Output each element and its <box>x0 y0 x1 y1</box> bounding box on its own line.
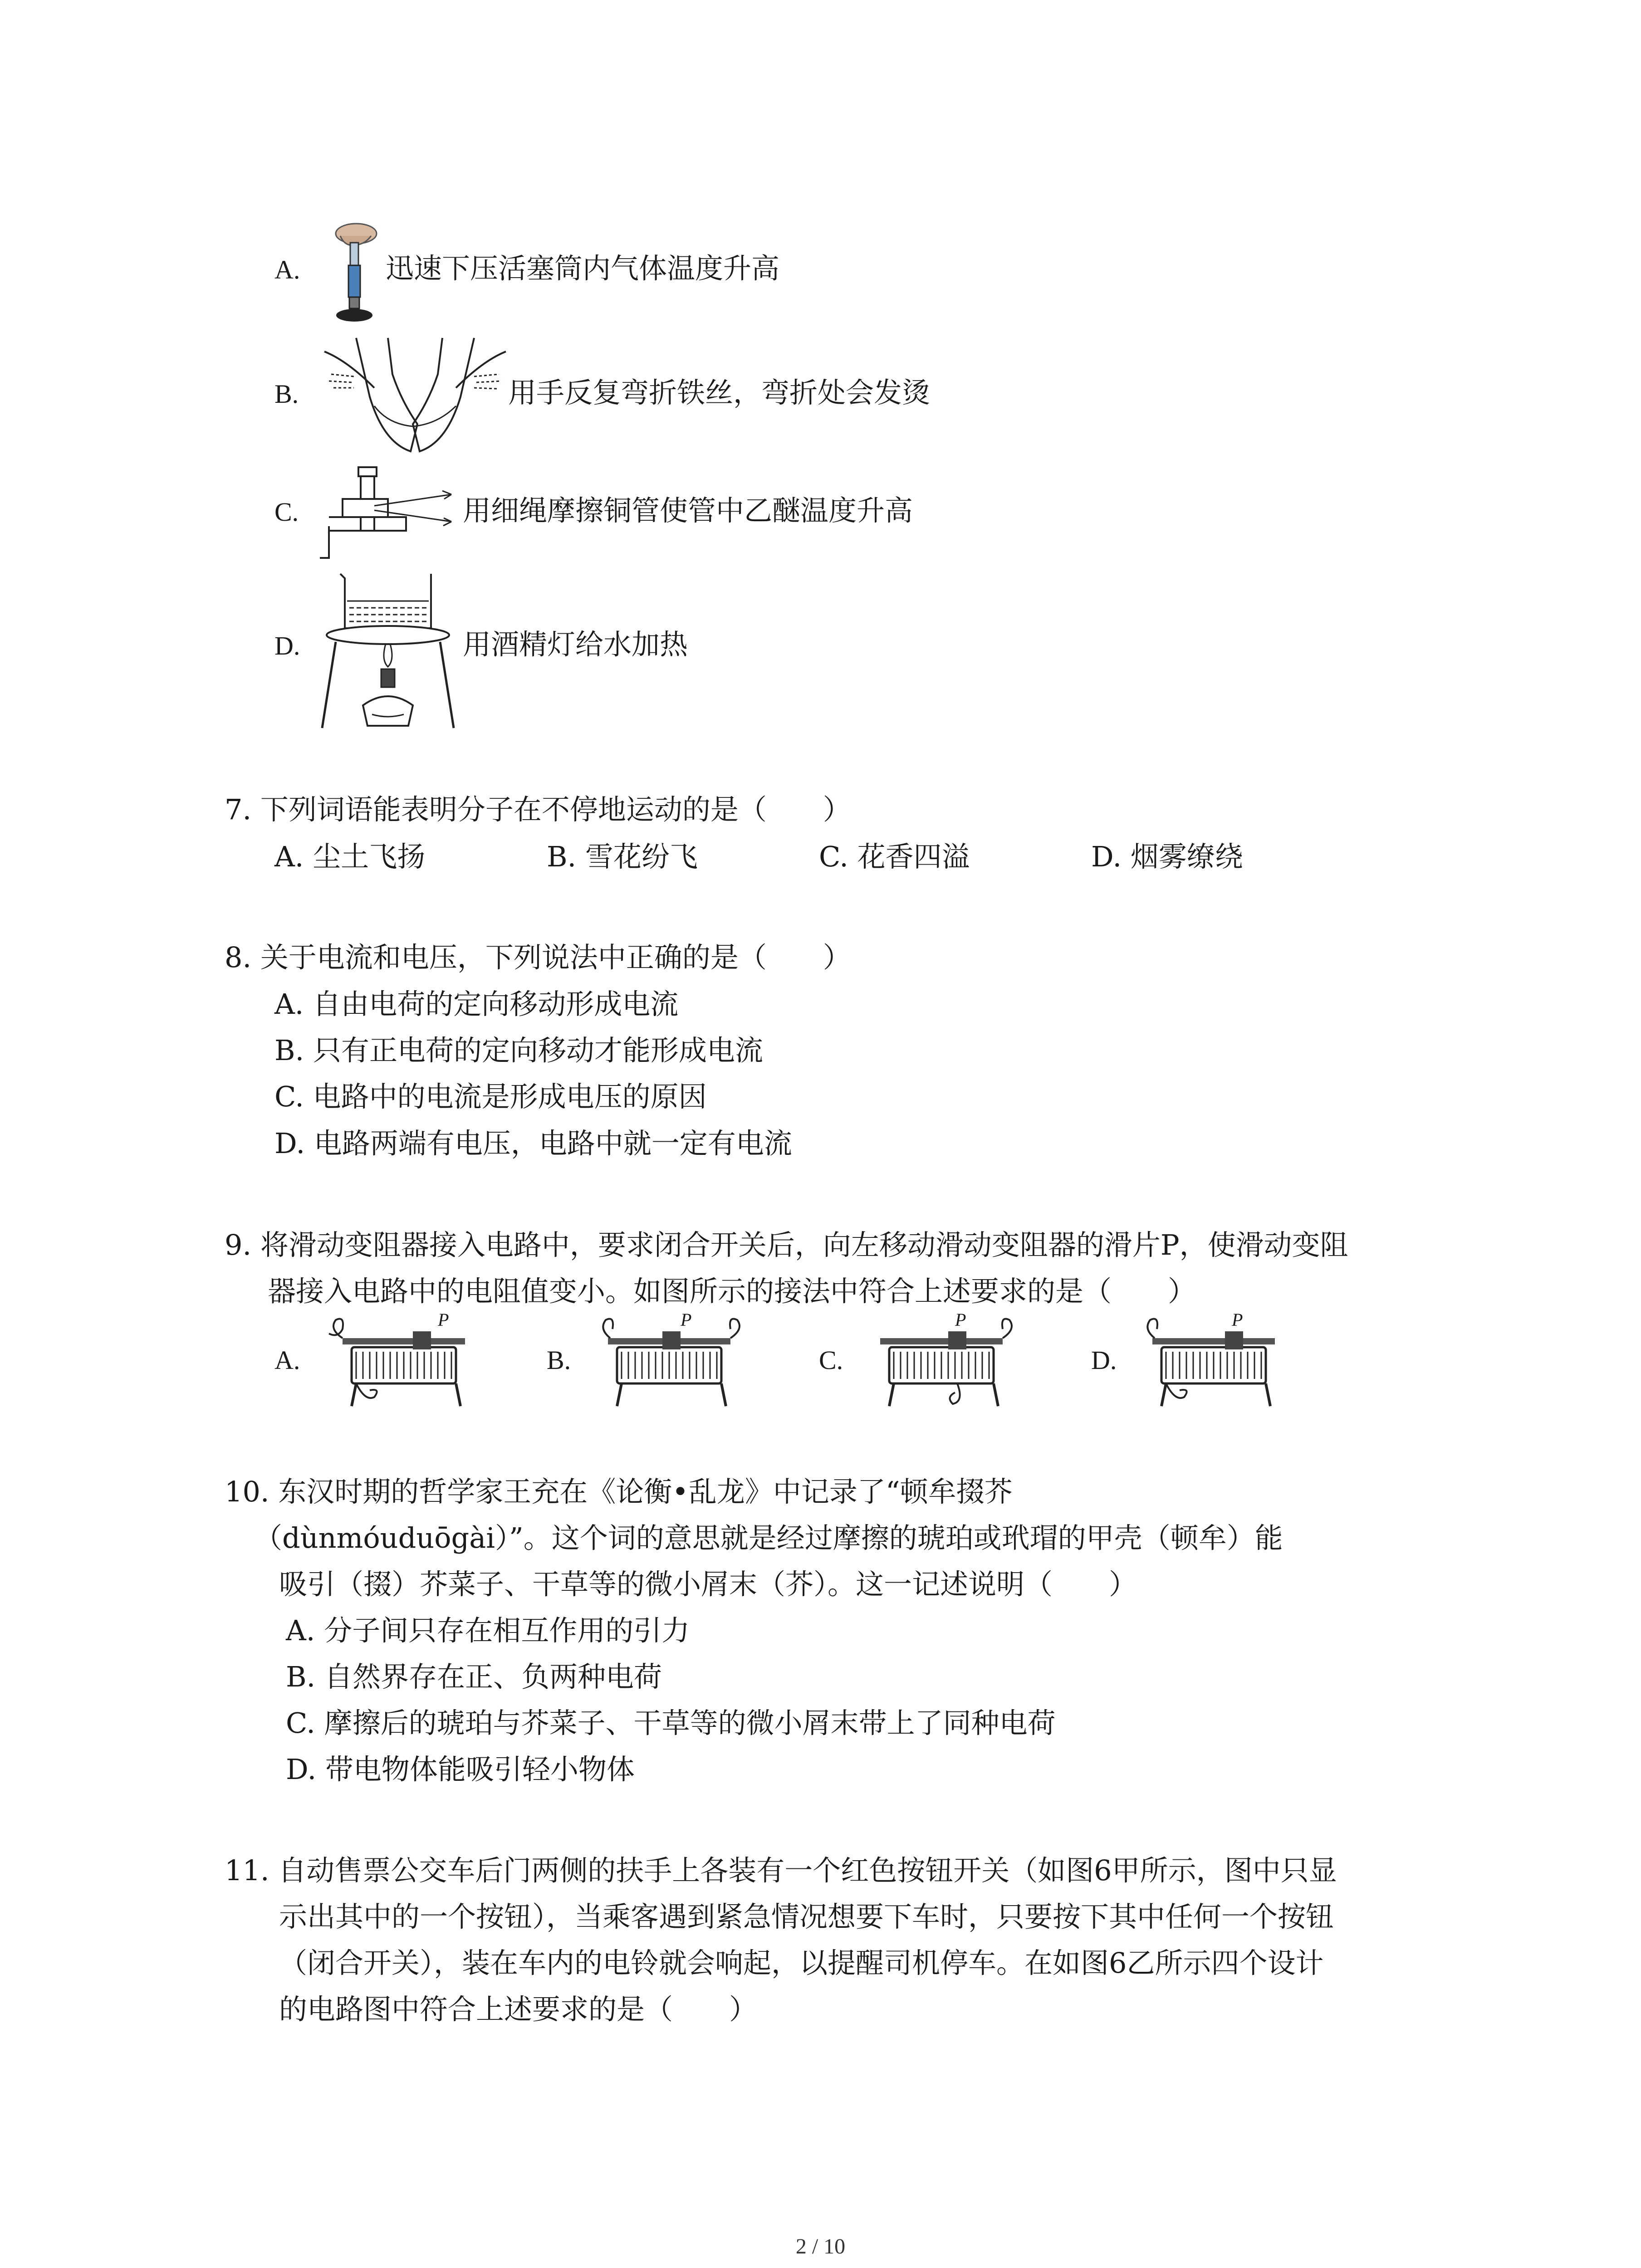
q9-stem-line2: 器接入电路中的电阻值变小。如图所示的接法中符合上述要求的是（ ） <box>268 1275 1196 1308</box>
q6-option-b-text: 用手反复弯折铁丝，弯折处会发烫 <box>508 376 931 409</box>
q11-line1: 11. 自动售票公交车后门两侧的扶手上各装有一个红色按钮开关（如图6甲所示，图中只显 <box>225 1854 1337 1887</box>
q6-option-a-text: 迅速下压活塞筒内气体温度升高 <box>386 252 780 285</box>
q11-line4: 的电路图中符合上述要求的是（ ） <box>279 1993 758 2026</box>
q6-option-d-text: 用酒精灯给水加热 <box>463 628 688 661</box>
q9-option-d-letter: D. <box>1091 1345 1117 1375</box>
q10-option-a: A. 分子间只存在相互作用的引力 <box>286 1614 690 1647</box>
q6-option-c-letter: C. <box>274 497 299 527</box>
q6-option-c-text: 用细绳摩擦铜管使管中乙醚温度升高 <box>463 494 913 527</box>
q8-option-b: B. 只有正电荷的定向移动才能形成电流 <box>274 1034 763 1067</box>
q7-option-c: C. 花香四溢 <box>819 840 970 873</box>
hands-bending-wire-figure <box>320 333 510 460</box>
q7-stem: 7. 下列词语能表明分子在不停地运动的是（ ） <box>225 793 851 826</box>
q7-option-d: D. 烟雾缭绕 <box>1091 840 1243 873</box>
rheostat-d-figure <box>1134 1311 1298 1415</box>
q9-option-b-letter: B. <box>547 1345 571 1375</box>
q8-option-a: A. 自由电荷的定向移动形成电流 <box>274 987 679 1021</box>
q6-option-d-letter: D. <box>274 631 300 660</box>
q9-slider-label-a: P <box>438 1310 449 1330</box>
q10-option-c: C. 摩擦后的琥珀与芥菜子、干草等的微小屑末带上了同种电荷 <box>286 1706 1056 1740</box>
q8-stem: 8. 关于电流和电压，下列说法中正确的是（ ） <box>225 941 851 974</box>
q8-option-c: C. 电路中的电流是形成电压的原因 <box>274 1080 707 1113</box>
q9-option-c-letter: C. <box>819 1345 843 1375</box>
q9-slider-label-c: P <box>955 1310 966 1330</box>
rheostat-b-figure <box>590 1311 753 1415</box>
q10-option-b: B. 自然界存在正、负两种电荷 <box>286 1660 662 1693</box>
rheostat-c-figure <box>862 1311 1025 1415</box>
q6-option-a-letter: A. <box>274 255 300 284</box>
q7-option-a: A. 尘土飞扬 <box>274 840 426 873</box>
rheostat-a-figure <box>324 1311 488 1415</box>
q10-line2: （dùnmóuduōgài）”。这个词的意思就是经过摩擦的琥珀或玳瑁的甲壳（顿牟）能 <box>254 1521 1283 1554</box>
alcohol-lamp-beaker-figure <box>318 569 463 733</box>
q9-slider-label-d: P <box>1232 1310 1243 1330</box>
q9-option-a-letter: A. <box>274 1345 300 1375</box>
piston-syringe-figure <box>322 222 381 327</box>
rope-rubbing-tube-figure <box>315 463 460 562</box>
q10-line3: 吸引（掇）芥菜子、干草等的微小屑末（芥）。这一记述说明（ ） <box>279 1568 1137 1601</box>
q8-option-d: D. 电路两端有电压，电路中就一定有电流 <box>274 1127 792 1160</box>
q9-stem-line1: 9. 将滑动变阻器接入电路中，要求闭合开关后，向左移动滑动变阻器的滑片P，使滑动变阻 <box>225 1228 1348 1261</box>
page-number: 2 / 10 <box>795 2234 846 2258</box>
q7-option-b: B. 雪花纷飞 <box>547 840 698 873</box>
q10-line1: 10. 东汉时期的哲学家王充在《论衡•乱龙》中记录了“顿牟掇芥 <box>225 1475 1013 1508</box>
q9-slider-label-b: P <box>681 1310 692 1330</box>
q10-option-d: D. 带电物体能吸引轻小物体 <box>286 1753 635 1786</box>
q11-line2: 示出其中的一个按钮），当乘客遇到紧急情况想要下车时，只要按下其中任何一个按钮 <box>279 1900 1334 1933</box>
q11-line3: （闭合开关），装在车内的电铃就会响起，以提醒司机停车。在如图6乙所示四个设计 <box>279 1946 1324 1980</box>
q6-option-b-letter: B. <box>274 379 299 409</box>
